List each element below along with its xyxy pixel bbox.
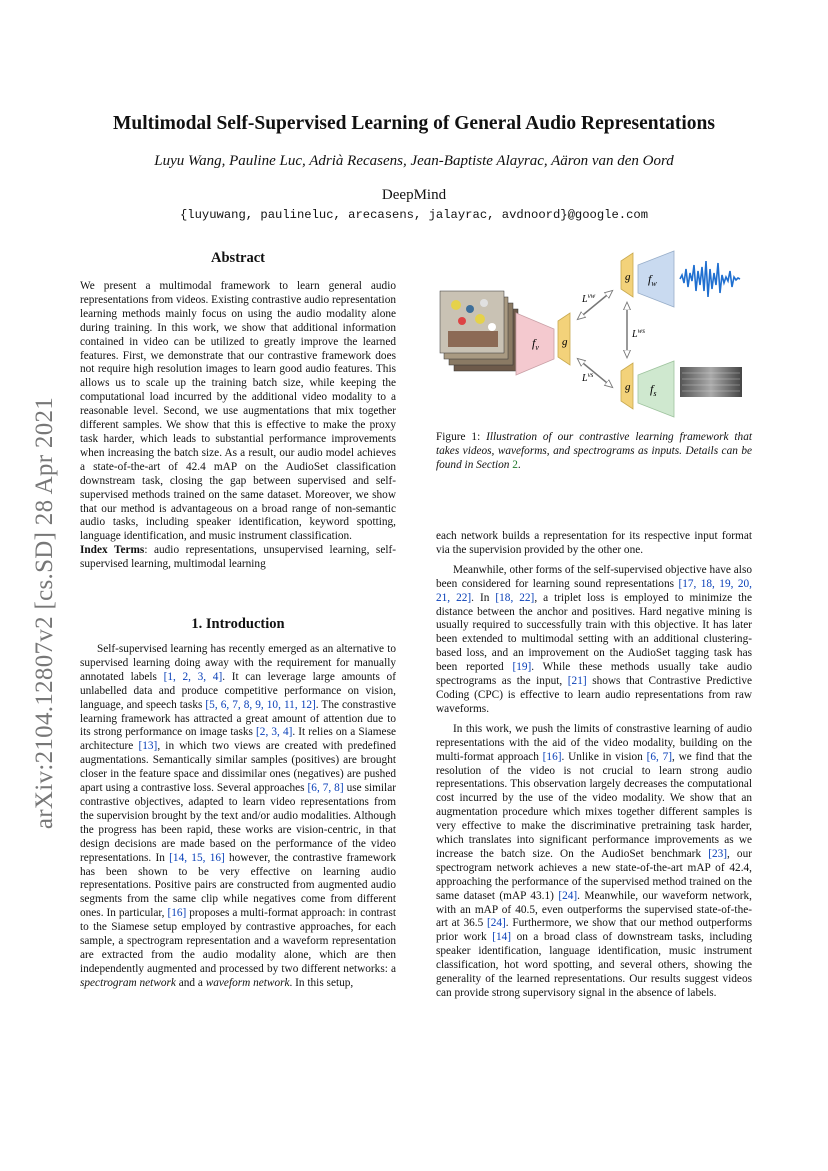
intro-p1-text-3: . The constrastive learning framework has attracted a great amount of attention due to its strong performance on image tasks [80,698,396,739]
intro-p3-text-4: , our spectrogram network achieves a new state-of-the-art mAP of 42.4, approaching the performance of the supervised method trained on the same dataset (mAP 43.1) [436,847,752,902]
citation-link[interactable]: [6, 7] [646,750,672,763]
affiliation: DeepMind [381,187,447,203]
author-list: Luyu Wang, Pauline Luc, Adrià Recasens, Jean-Baptiste Alayrac, Aäron van den Oord [154,153,674,169]
spectrogram-icon [680,367,742,397]
intro-p1-text-5: , in which two views are created with predefined augmentations. Semantically similar samples (positives) are brought closer in the feature space and dissimilar ones (negatives) are pushed apart using a contrastive loss. Several approaches [80,740,396,795]
right-column-text [436,530,752,1001]
intro-p2-text-2: . In [471,591,496,604]
intro-p1-text-8: proposes a multi-format approach: in contrast to the Siamese setup employed by contrastive approaches, for each sample, a spectrogram representation and a waveform representation are extracted from the audio modality alone, which are then independently augmented and processed by two different networks: a [80,907,396,975]
intro-p1-text-6: use similar contrastive objectives, adapted to learn video representations from the supervision brought by the text and/or audio modalities. Although the progress has been rapid, these works are vision-centric, in that design decisions are made based on the performance of the video representations. In [80,782,396,864]
wave-network-label: $f_w$ [648,272,657,288]
framework-diagram [436,247,752,419]
citation-link[interactable]: [18, 22] [495,591,535,604]
citation-link[interactable]: [16] [542,750,562,763]
intro-p3-text-1: In this work, we push the limits of constrastive learning of audio representations with the aid of the video modality, building on the multi-format approach [436,722,752,763]
citation-link[interactable]: [17, 18, 19, 20, 21, 22] [436,577,752,604]
intro-p1-text-10: . In this setup, [289,976,354,989]
arxiv-stamp [16,363,74,863]
loss-vw-label: $L^{vw}$ [582,292,596,305]
projection-label: g [562,336,568,348]
loss-vs-label: $L^{vs}$ [582,371,594,384]
figure-1-caption [436,431,752,473]
citation-link[interactable]: [14, 15, 16] [169,851,225,864]
intro-para-3 [436,723,752,1001]
paper-title: Multimodal Self-Supervised Learning of General Audio Representations [113,113,715,134]
index-terms-label: Index Terms [80,544,145,557]
emphasis: spectrogram network [80,976,176,989]
citation-link[interactable]: [6, 7, 8] [307,782,344,795]
intro-p3-text-2: . Unlike in vision [561,750,647,763]
citation-link[interactable]: [24] [558,889,578,902]
citation-link[interactable]: [24] [486,917,506,930]
figure-1 [436,247,752,419]
caption-end: . [517,458,521,471]
citation-link[interactable]: [23] [708,847,728,860]
emphasis: waveform network [205,976,290,989]
citation-link[interactable]: [2, 3, 4] [256,726,293,739]
abstract-body [80,280,396,572]
citation-link[interactable]: [14] [492,931,512,944]
author-emails: {luyuwang, paulineluc, arecasens, jalayrac, avdnoord}@google.com [179,208,649,222]
intro-p3-text-3: , we find that the resolution of the video is not crucial to learn strong audio representations. This observation largely decreases the computational cost incurred by the use of the video modality. We show that an augmentation procedure which mixes together different samples is very effective to make the discriminative pretraining task harder, which translates into significant performance improvements as we increase the batch size. On the AudioSet benchmark [436,750,752,860]
index-terms-text: : audio representations, unsupervised learning, self-supervised learning, multimodal learning [80,544,397,571]
spec-network-label: $f_s$ [650,382,657,398]
citation-link[interactable]: [13] [138,740,158,753]
intro-para-1-cont: each network builds a representation for its respective input format via the supervision provided by the other one. [436,530,752,556]
citation-link[interactable]: [1, 2, 3, 4] [163,670,223,683]
intro-p2-text-5: shows that Contrastive Predictive Coding (CPC) is effective to learn audio representations from raw waveforms. [436,675,752,715]
video-frames-icon [440,291,518,371]
intro-para-2 [436,564,752,717]
intro-p2-text-1: Meanwhile, other forms of the self-supervised objective have also been considered for learning sound representations [436,563,752,590]
intro-p1-text-7: however, the contrastive framework has been shown to be very effective on learning audio representations. Positive pairs are constructed from augmented audio segments from the same clip while negatives come from different ones. In particular, [80,851,397,920]
intro-p3-text-6: . Furthermore, we show that our method outperforms prior work [436,917,752,944]
intro-p1-text-9: and a [175,976,206,989]
index-terms [80,544,396,572]
intro-p2-text-3: , a triplet loss is employed to minimize the distance between the anchor and positives. Hard negative mining is usually required to successfully train with this objective. It has later been extended to multimodal setting with an additional clustering-based loss, and an improvement on the AudioSet tagging task has been reported [436,591,752,674]
intro-para-1 [80,643,396,991]
intro-p1-text-4: . It relies on a Siamese architecture [80,726,396,753]
caption-prefix: Figure 1: [436,431,487,443]
citation-link[interactable]: [21] [567,675,587,688]
citation-link[interactable]: [19] [512,661,532,674]
loss-ws-label: $L^{ws}$ [632,327,645,340]
intro-p2-text-4: . While these methods usually take audio spectrograms as the input, [436,661,752,688]
section-ref-link[interactable]: 2 [512,458,518,471]
citation-link[interactable]: [5, 6, 7, 8, 9, 10, 11, 12] [205,698,316,711]
abstract-heading: Abstract [211,250,265,266]
intro-heading: 1. Introduction [191,616,285,632]
video-network-label: $f_v$ [532,336,539,352]
intro-p3-text-7: on a broad class of downstream tasks, including speaker identification, language identification, music instrument classification, hot word spotting, and several others, showing the generality of the learned representations. Our results suggest videos can provide strong supervisory signal in the absence of labels. [436,931,752,999]
waveform-icon [680,261,740,297]
citation-link[interactable]: [16] [167,907,187,920]
intro-p3-text-5: . Meanwhile, our waveform network, with an mAP of 40.5, even outperforms the supervised state-of-the-art at 36.5 [436,889,752,930]
intro-p1-text-1: Self-supervised learning has recently emerged as an alternative to supervised learning doing away with the requirement for manually annotated labels [80,643,396,683]
projection-label: g [625,271,631,283]
abstract-text: We present a multimodal framework to learn general audio representations from videos. Existing contrastive audio representation learning methods mainly focus on using the audio modality alone during training. In this work, we show that additional information contained in video can be utilized to greatly improve the learned features. First, we demonstrate that our contrastive framework does not require high resolution images to learn good audio features. This allows us to scale up the training batch size, while keeping the computational load incurred by the additional video modality to a reasonable level. Second, we use augmentations that mix together different samples. We show that this is effective to make the proxy task harder, which leads to substantial performance improvements when increasing the batch size. As a result, our audio model achieves a state-of-the-art of 42.4 mAP on the AudioSet classification downstream task, closing the gap between supervised and self-supervised methods trained on the same dataset. Moreover, we show that our method is advantageous on a broad range of non-semantic audio tasks, including speaker identification, keyword spotting, language identification, and music instrument classification. [80,280,396,543]
projection-label: g [625,381,631,393]
intro-p1-text-2: . It can leverage large amounts of unlabelled data and produce competitive performance on vision, language, and speech tasks [80,670,396,711]
caption-text: Illustration of our contrastive learning framework that takes videos, waveforms, and spectrograms as inputs. Details can be found in Section [436,431,752,471]
arxiv-id: arXiv:2104.12807v2 [cs.SD] 28 Apr 2021 [31,396,58,830]
